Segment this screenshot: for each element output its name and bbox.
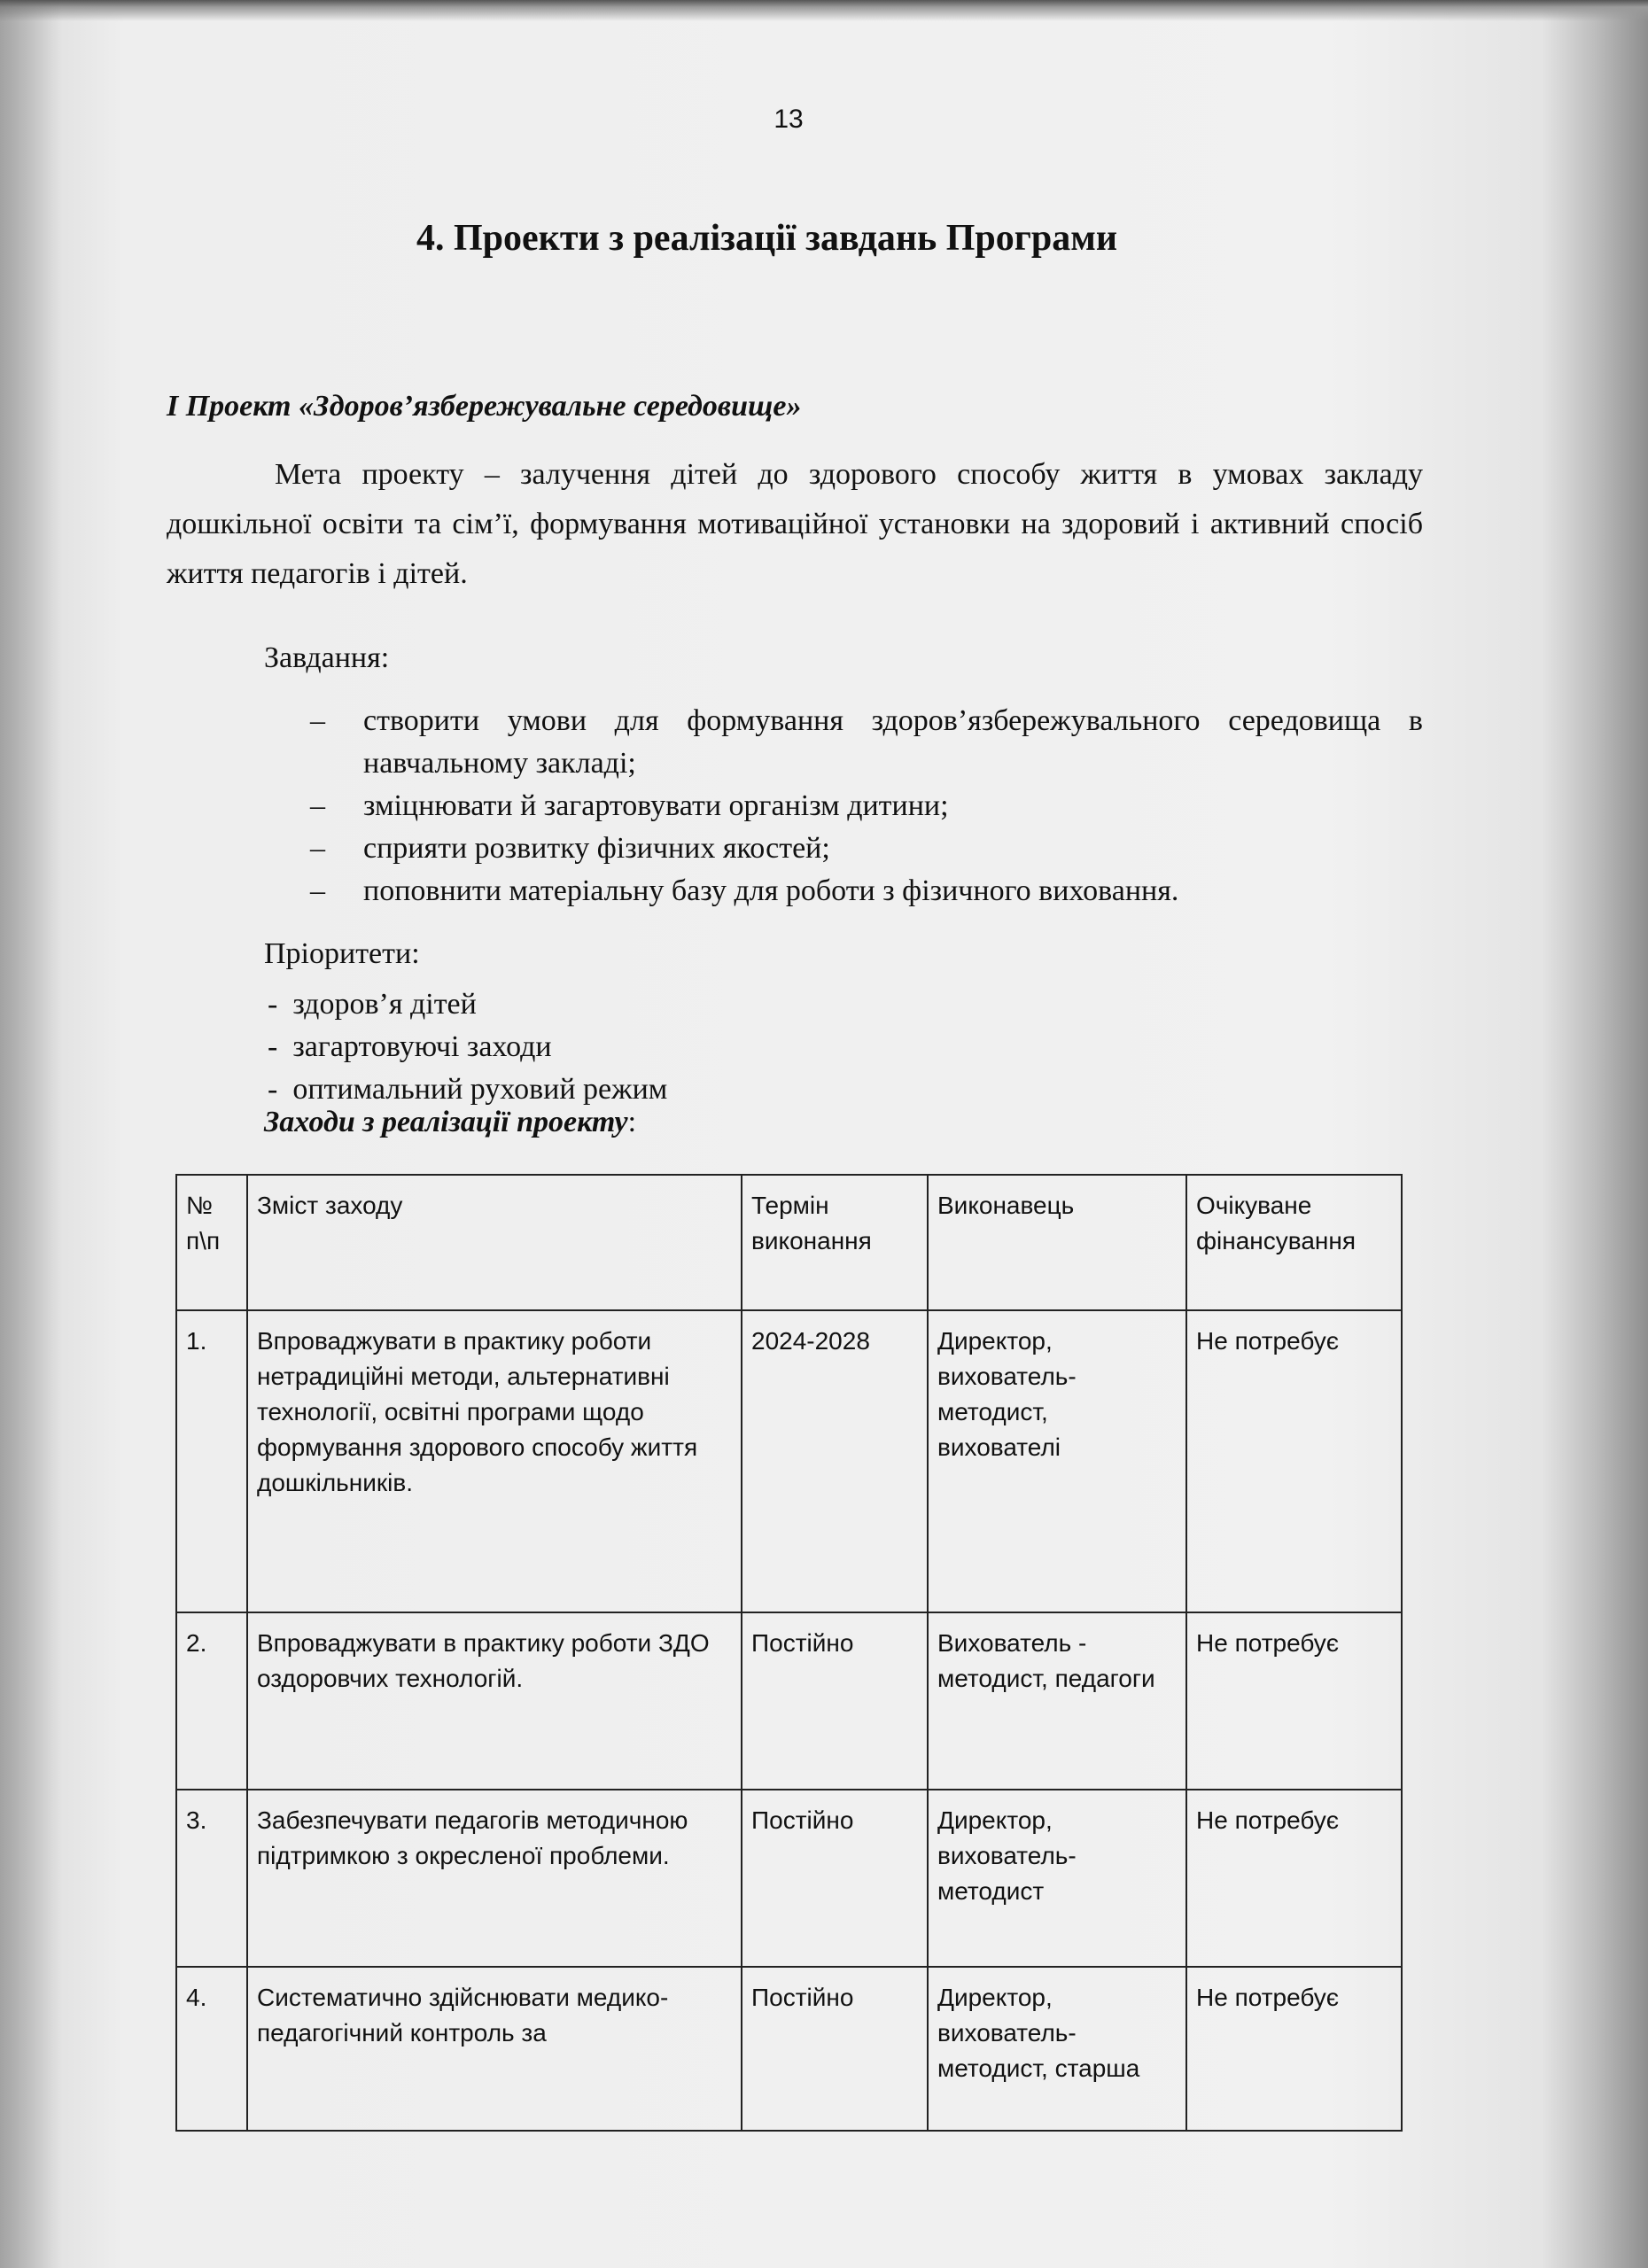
priorities-label: Пріоритети:: [264, 937, 420, 970]
table-row: [176, 1310, 1402, 1612]
list-item: – поповнити матеріальну базу для роботи з фізичного виховання.: [310, 870, 1423, 913]
priority-list: [268, 983, 667, 1111]
cell-content: Забезпечувати педагогів методичною підтримкою з окресленої проблеми.: [247, 1790, 742, 1967]
project-purpose: Мета проекту – залучення дітей до здорового способу життя в умовах закладу дошкільної освіти та сім’ї, формування мотиваційної установки на здоровий і активний спосіб життя педагогів і дітей.: [167, 458, 1423, 590]
cell-content: Впроваджувати в практику роботи нетрадиційні методи, альтернативні технології, освітні програми щодо формування здорового способу життя дошкільників.: [247, 1310, 742, 1612]
measures-label-text: Заходи з реалізації проекту: [264, 1106, 628, 1138]
cell-term: 2024-2028: [742, 1310, 928, 1612]
cell-number: 4.: [176, 1967, 247, 2131]
section-heading: 4. Проекти з реалізації завдань Програми: [416, 218, 1118, 259]
cell-number: 3.: [176, 1790, 247, 1967]
cell-executor: Вихователь - методист, педагоги: [928, 1612, 1186, 1790]
measures-table: [175, 1174, 1403, 2132]
header-term: Термін виконання: [742, 1175, 928, 1310]
page-number: 13: [773, 105, 804, 134]
table-row: [176, 1967, 1402, 2131]
cell-term: Постійно: [742, 1612, 928, 1790]
header-number: № п\п: [176, 1175, 247, 1310]
cell-executor: Директор, вихователь-методист, старша: [928, 1967, 1186, 2131]
list-item: - здоров’я дітей: [268, 983, 667, 1026]
task-list: [310, 700, 1423, 913]
cell-funding: Не потребує: [1186, 1310, 1402, 1612]
scan-top-edge: [0, 0, 1648, 21]
cell-number: 2.: [176, 1612, 247, 1790]
list-item: - оптимальний руховий режим: [268, 1068, 667, 1111]
table-row: [176, 1790, 1402, 1967]
list-item: – сприяти розвитку фізичних якостей;: [310, 827, 1423, 870]
measures-label-colon: :: [627, 1106, 637, 1138]
project-title: І Проект «Здоров’язбережувальне середовище»: [167, 390, 802, 423]
table-header-row: [176, 1175, 1402, 1310]
header-funding: Очікуване фінансування: [1186, 1175, 1402, 1310]
list-item: – зміцнювати й загартовувати організм дитини;: [310, 785, 1423, 827]
table-row: [176, 1612, 1402, 1790]
cell-funding: Не потребує: [1186, 1612, 1402, 1790]
list-item: - загартовуючі заходи: [268, 1026, 667, 1068]
measures-label: [264, 1106, 636, 1139]
header-content: Зміст заходу: [247, 1175, 742, 1310]
cell-term: Постійно: [742, 1967, 928, 2131]
cell-content: Систематично здійснювати медико-педагогічний контроль за: [247, 1967, 742, 2131]
cell-number: 1.: [176, 1310, 247, 1612]
cell-content: Впроваджувати в практику роботи ЗДО оздоровчих технологій.: [247, 1612, 742, 1790]
cell-funding: Не потребує: [1186, 1790, 1402, 1967]
header-executor: Виконавець: [928, 1175, 1186, 1310]
list-item: – створити умови для формування здоров’язбережувального середовища в навчальному закладі;: [310, 700, 1423, 785]
cell-executor: Директор, вихователь-методист, вихователі: [928, 1310, 1186, 1612]
cell-term: Постійно: [742, 1790, 928, 1967]
cell-executor: Директор, вихователь-методист: [928, 1790, 1186, 1967]
cell-funding: Не потребує: [1186, 1967, 1402, 2131]
tasks-label: Завдання:: [264, 641, 390, 674]
scan-left-edge: [0, 0, 62, 2268]
